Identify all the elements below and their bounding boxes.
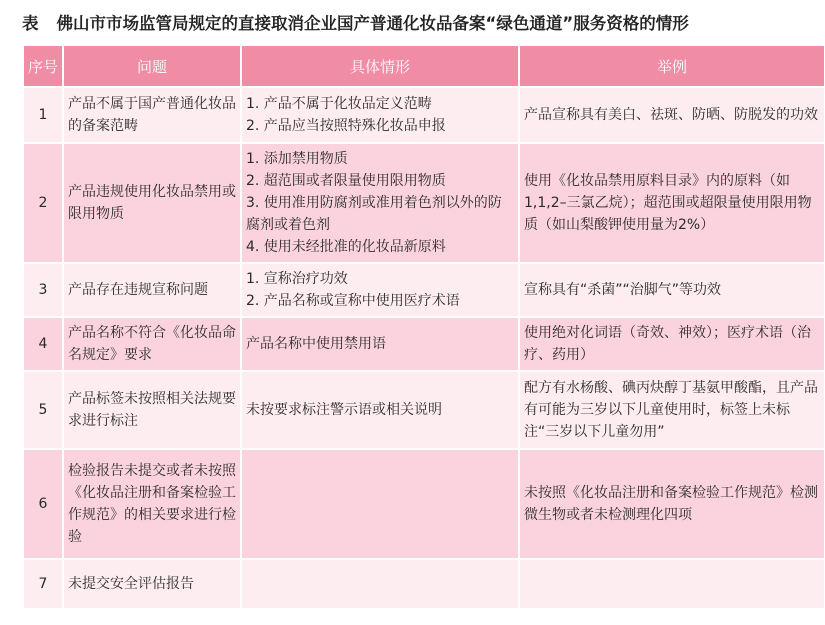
row-num: 6 [24,450,62,558]
data-table [22,44,825,610]
detail-item: 2. 产品应当按照特殊化妆品申报 [246,118,446,134]
table-label: 表 [22,14,39,33]
table-row [24,264,824,316]
row-details [242,88,518,142]
table-title: 佛山市市场监管局规定的直接取消企业国产普通化妆品备案“绿色通道”服务资格的情形 [56,14,689,33]
detail-item: 3. 使用准用防腐剂或准用着色剂以外的防腐剂或着色剂 [246,195,502,233]
row-details [242,450,518,558]
row-details [242,372,518,448]
row-num: 5 [24,372,62,448]
detail-item: 1. 宣称治疗功效 [246,271,348,287]
row-num: 7 [24,560,62,608]
row-details [242,264,518,316]
row-issue: 产品存在违规宣称问题 [64,264,240,316]
row-issue: 未提交安全评估报告 [64,560,240,608]
table-row [24,560,824,608]
detail-item: 4. 使用未经批准的化妆品新原料 [246,239,446,255]
detail-item: 1. 产品不属于化妆品定义范畴 [246,96,432,112]
row-issue: 产品违规使用化妆品禁用或限用物质 [64,144,240,262]
row-example: 未按照《化妆品注册和备案检验工作规范》检测微生物或者未检测理化四项 [520,450,824,558]
row-num: 4 [24,318,62,370]
detail-item: 产品名称中使用禁用语 [246,336,386,352]
row-example: 配方有水杨酸、碘丙炔醇丁基氨甲酸酯，且产品有可能为三岁以下儿童使用时，标签上未标注“三岁以下儿童勿用” [520,372,824,448]
table-row [24,450,824,558]
row-example [520,560,824,608]
header-row [24,46,824,86]
detail-item: 未按要求标注警示语或相关说明 [246,402,442,418]
row-details [242,318,518,370]
row-num: 1 [24,88,62,142]
row-example: 使用绝对化词语（奇效、神效）；医疗术语（治疗、药用） [520,318,824,370]
table-row [24,88,824,142]
table-row [24,372,824,448]
row-issue: 产品名称不符合《化妆品命名规定》要求 [64,318,240,370]
table-caption [22,10,689,34]
row-details [242,144,518,262]
row-details [242,560,518,608]
header-details: 具体情形 [242,46,518,86]
table-row [24,144,824,262]
detail-item: 1. 添加禁用物质 [246,151,348,167]
row-issue: 产品标签未按照相关法规要求进行标注 [64,372,240,448]
row-issue: 产品不属于国产普通化妆品的备案范畴 [64,88,240,142]
table-row [24,318,824,370]
row-example: 使用《化妆品禁用原料目录》内的原料（如1,1,2–三氯乙烷）；超范围或超限量使用限用物质（如山梨酸钾使用量为2%） [520,144,824,262]
detail-item: 2. 超范围或者限量使用限用物质 [246,173,446,189]
header-num: 序号 [24,46,62,86]
header-issue: 问题 [64,46,240,86]
row-example: 产品宣称具有美白、祛斑、防晒、防脱发的功效 [520,88,824,142]
row-example: 宣称具有“杀菌”“治脚气”等功效 [520,264,824,316]
detail-item: 2. 产品名称或宣称中使用医疗术语 [246,293,460,309]
row-num: 3 [24,264,62,316]
row-num: 2 [24,144,62,262]
header-example: 举例 [520,46,824,86]
row-issue: 检验报告未提交或者未按照《化妆品注册和备案检验工作规范》的相关要求进行检验 [64,450,240,558]
